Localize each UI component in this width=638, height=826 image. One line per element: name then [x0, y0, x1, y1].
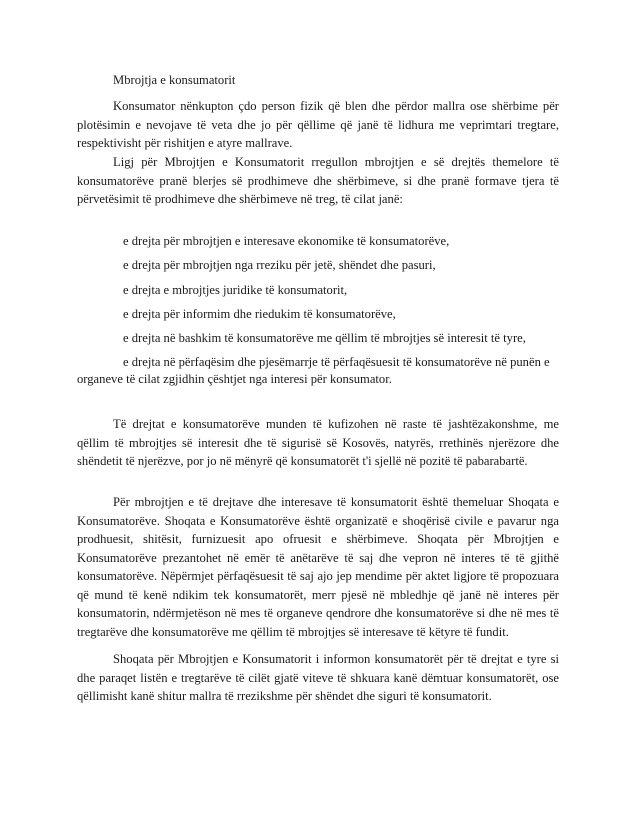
- right-item: e drejta për mbrojtjen e interesave ekonomike të konsumatorëve,: [123, 234, 450, 248]
- law-intro-paragraph: Ligj për Mbrojtjen e Konsumatorit rregullon mbrojtjen e së drejtës themelore të konsumatorëve pranë blerjes së prodhimeve dhe shërbimeve, si dhe pranë formave tjera të përvetësimit të prodhimeve dhe shërbimeve në treg, të cilat janë:: [77, 155, 559, 206]
- right-item: e drejta për informim dhe riedukim të konsumatorëve,: [123, 307, 396, 321]
- right-item: e drejta për mbrojtjen nga rreziku për jetë, shëndet dhe pasuri,: [123, 258, 436, 272]
- association-information-paragraph: Shoqata për Mbrojtjen e Konsumatorit i informon konsumatorët për të drejtat e tyre si dhe paraqet listën e tregtarëve të cilët gjatë viteve të shkuara kanë dëmtuar konsumatorët, ose qëllimisht kanë shitur mallra të rrezikshme për shëndet dhe siguri të konsumatorit.: [77, 652, 559, 703]
- right-item: e drejta në bashkim të konsumatorëve me qëllim të mbrojtjes së interesit të tyre,: [123, 331, 526, 345]
- rights-restriction-paragraph: Të drejtat e konsumatorëve munden të kufizohen në raste të jashtëzakonshme, me qëllim të mbrojtjes së interesit dhe të sigurisë së Kosovës, natyrës, rrethinës njerëzore dhe shëndetit të njerëzve, por jo në mënyrë që konsumatorët t'i sjellë në pozitë të pabarabartë.: [77, 417, 559, 468]
- consumer-definition-paragraph: Konsumator nënkupton çdo person fizik që blen dhe përdor mallra ose shërbime për plotësimin e nevojave të veta dhe jo për qëllime që janë të lidhura me veprimtari tregtare, respektivisht për rishitjen e atyre mallrave.: [77, 99, 559, 150]
- right-item: e drejta e mbrojtjes juridike të konsumatorit,: [123, 283, 348, 297]
- right-item-continuation: organeve të cilat zgjidhin çështjet nga interesi për konsumator.: [77, 372, 392, 386]
- consumer-association-paragraph: Për mbrojtjen e të drejtave dhe interesave të konsumatorit është themeluar Shoqata e Konsumatorëve. Shoqata e Konsumatorëve është organizatë e shoqërisë civile e pavarur nga prodhuesit, shitësit, furnizuesit apo ofruesit e shërbimeve. Shoqata për Mbrojtjen e Konsumatorëve prezantohet në emër të anëtarëve të saj dhe vepron në interes të të gjithë konsumatorëve. Nëpërmjet përfaqësuesit të saj ajo jep mendime për aktet ligjore të propozuara që mund të kenë ndikim tek konsumatorët, merr pjesë në mbledhje që janë në interes për konsumatorin, ndërmjetëson në mes të organeve qendrore dhe konsumatorëve si dhe në mes të tregtarëve dhe konsumatorëve me qëllim të mbrojtjes së interesave të këtyre të fundit.: [77, 495, 559, 639]
- document-title: Mbrojtja e konsumatorit: [113, 73, 236, 87]
- right-item: e drejta në përfaqësim dhe pjesëmarrje të përfaqësuesit të konsumatorëve në punën e: [123, 355, 550, 369]
